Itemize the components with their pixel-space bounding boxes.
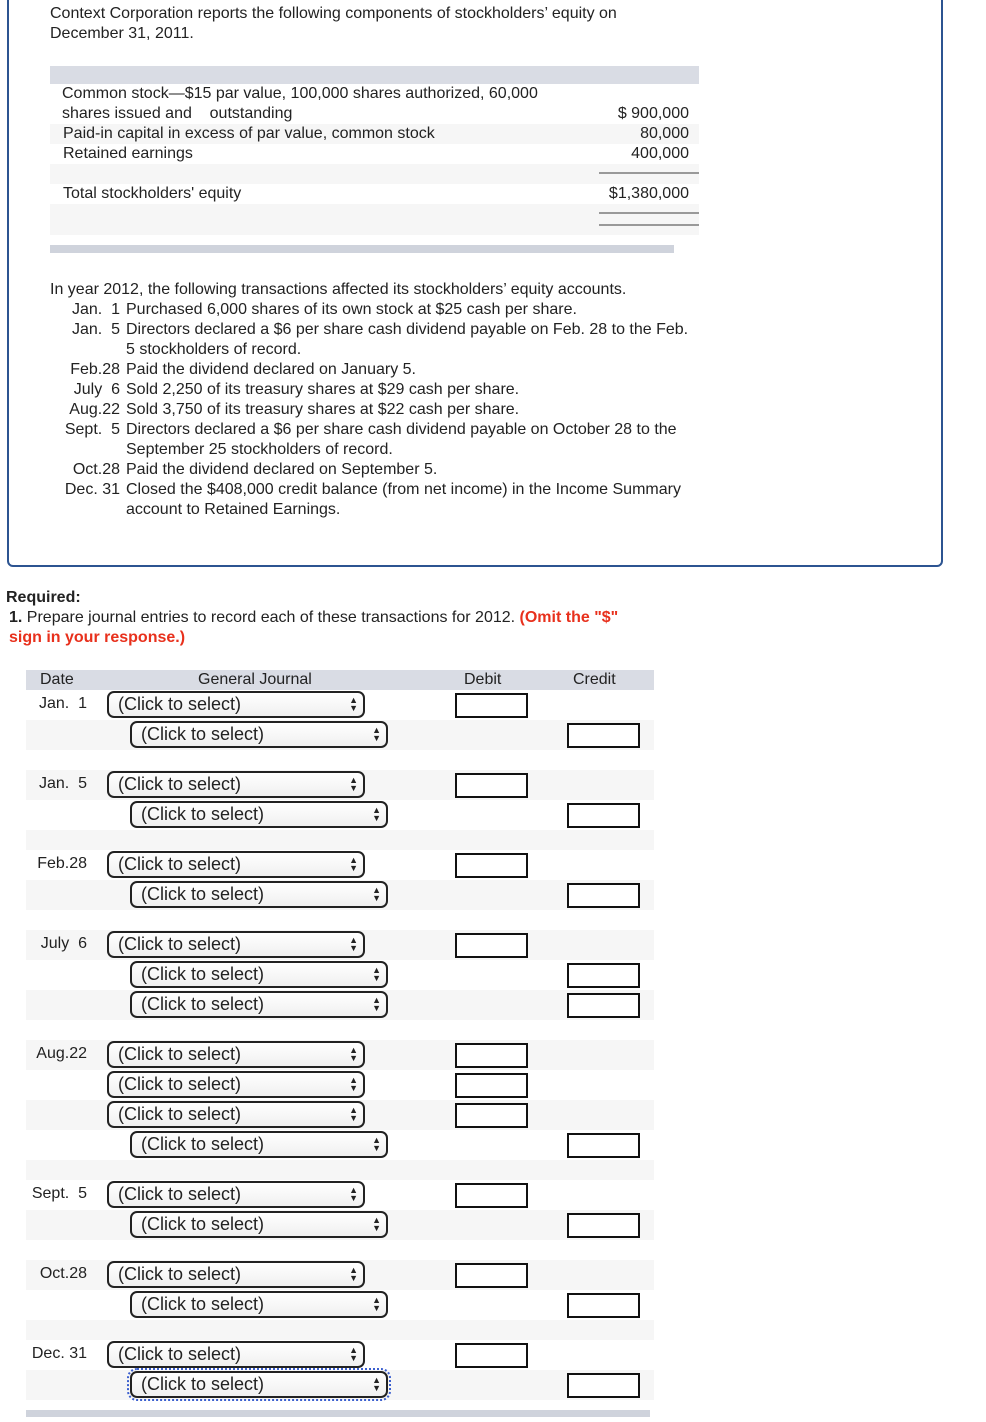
credit-input[interactable] [567, 803, 640, 828]
account-select[interactable] [107, 851, 365, 878]
common-stock-amount: $ 900,000 [617, 105, 689, 122]
entry-spacer [26, 750, 654, 770]
total-label: Total stockholders' equity [63, 185, 242, 202]
retained-amount: 400,000 [631, 145, 689, 162]
credit-input[interactable] [567, 963, 640, 988]
header-credit: Credit [573, 671, 616, 688]
transaction-text: Directors declared a $6 per share cash dividend payable on Feb. 28 to the Feb. 5 stockholders of record. [126, 321, 689, 358]
select-arrows-icon: ▲ ▼ [372, 1375, 381, 1393]
debit-input[interactable] [455, 1103, 528, 1128]
required-text: Prepare journal entries to record each of these transactions for 2012. [26, 609, 516, 626]
account-select-value: (Click to select) [118, 694, 242, 714]
paid-in-amount: 80,000 [640, 125, 689, 142]
account-select[interactable] [107, 771, 365, 798]
transaction-date: Dec. 31 [64, 481, 120, 498]
select-arrows-icon: ▲ ▼ [349, 1075, 358, 1093]
required-section [6, 588, 629, 648]
transaction-date: Jan. 1 [71, 301, 120, 318]
credit-input[interactable] [567, 1293, 640, 1318]
journal-line [26, 1070, 654, 1100]
entry-spacer [26, 1020, 654, 1040]
account-select-value: (Click to select) [141, 1294, 265, 1314]
journal-line [26, 720, 654, 750]
entry-date: Jan. 5 [38, 775, 87, 792]
select-arrows-icon: ▲ ▼ [372, 1215, 381, 1233]
transactions-intro: In year 2012, the following transactions affected its stockholders’ equity accounts. [50, 281, 627, 298]
journal-line [26, 1130, 654, 1160]
transaction-text: Paid the dividend declared on September 5. [126, 461, 438, 478]
transaction-date: Aug.22 [69, 401, 120, 418]
account-select[interactable] [107, 1071, 365, 1098]
account-select[interactable] [107, 1181, 365, 1208]
transaction-date: July 6 [73, 381, 120, 398]
journal-line [26, 1290, 654, 1320]
select-arrows-icon: ▲ ▼ [372, 1295, 381, 1313]
account-select-value: (Click to select) [118, 1184, 242, 1204]
transaction-text: Directors declared a $6 per share cash dividend payable on October 28 to the September 25 stockholders of record. [126, 421, 677, 458]
common-stock-label: Common stock—$15 par value, 100,000 shares authorized, 60,000 [62, 85, 538, 102]
journal-line [26, 1180, 654, 1210]
journal-header [26, 670, 654, 690]
journal-line [26, 770, 654, 800]
select-arrows-icon: ▲ ▼ [349, 695, 358, 713]
account-select[interactable] [107, 1041, 365, 1068]
account-select-value: (Click to select) [141, 994, 265, 1014]
select-arrows-icon: ▲ ▼ [349, 1045, 358, 1063]
debit-input[interactable] [455, 1043, 528, 1068]
account-select[interactable] [130, 1131, 388, 1158]
transaction-date: Feb.28 [70, 361, 120, 378]
select-arrows-icon: ▲ ▼ [349, 1105, 358, 1123]
entry-date: Aug.22 [36, 1045, 87, 1062]
credit-input[interactable] [567, 1213, 640, 1238]
account-select[interactable] [130, 881, 388, 908]
select-arrows-icon: ▲ ▼ [372, 725, 381, 743]
required-note: (Omit the "$" sign in your response.) [9, 609, 619, 646]
account-select-value: (Click to select) [118, 1264, 242, 1284]
transaction-row [50, 480, 690, 520]
select-arrows-icon: ▲ ▼ [349, 1345, 358, 1363]
entry-spacer [26, 910, 654, 930]
entry-date: Jan. 1 [38, 695, 87, 712]
credit-input[interactable] [567, 723, 640, 748]
account-select-value: (Click to select) [118, 1104, 242, 1124]
select-arrows-icon: ▲ ▼ [372, 1135, 381, 1153]
journal-line [26, 1040, 654, 1070]
transaction-date: Oct.28 [72, 461, 120, 478]
journal-line [26, 1100, 654, 1130]
journal-line [26, 850, 654, 880]
journal-line [26, 930, 654, 960]
account-select[interactable] [130, 991, 388, 1018]
account-select-value: (Click to select) [118, 1344, 242, 1364]
account-select[interactable] [107, 1101, 365, 1128]
account-select-value: (Click to select) [141, 804, 265, 824]
header-debit: Debit [464, 671, 502, 688]
debit-input[interactable] [455, 1183, 528, 1208]
entry-date: Oct.28 [39, 1265, 87, 1282]
credit-input[interactable] [567, 1133, 640, 1158]
select-arrows-icon: ▲ ▼ [372, 995, 381, 1013]
transaction-row [50, 380, 690, 400]
entry-spacer [26, 1320, 654, 1340]
account-select[interactable] [130, 961, 388, 988]
journal-line [26, 990, 654, 1020]
credit-input[interactable] [567, 1373, 640, 1398]
account-select-value: (Click to select) [141, 1374, 265, 1394]
account-select-value: (Click to select) [141, 1134, 265, 1154]
account-select[interactable] [130, 1371, 388, 1398]
transaction-date: Jan. 5 [71, 321, 120, 338]
transaction-text: Sold 2,250 of its treasury shares at $29 cash per share. [126, 381, 520, 398]
journal-bottom-bar [26, 1410, 650, 1417]
paid-in-label: Paid-in capital in excess of par value, common stock [63, 125, 435, 142]
select-arrows-icon: ▲ ▼ [349, 775, 358, 793]
account-select[interactable] [107, 1261, 365, 1288]
account-select-value: (Click to select) [118, 854, 242, 874]
debit-input[interactable] [455, 1263, 528, 1288]
select-arrows-icon: ▲ ▼ [349, 1265, 358, 1283]
transaction-text: Sold 3,750 of its treasury shares at $22 cash per share. [126, 401, 520, 418]
header-general-journal: General Journal [198, 671, 312, 688]
equity-bottom-bar [50, 245, 674, 253]
journal-line [26, 1370, 654, 1400]
debit-input[interactable] [455, 693, 528, 718]
transaction-row [50, 300, 690, 320]
debit-input[interactable] [455, 853, 528, 878]
common-stock-label-2: shares issued and outstanding [62, 105, 293, 122]
transaction-text: Paid the dividend declared on January 5. [126, 361, 416, 378]
retained-label: Retained earnings [63, 145, 193, 162]
total-amount: $1,380,000 [608, 185, 689, 202]
entry-date: Dec. 31 [31, 1345, 87, 1362]
account-select[interactable] [107, 1341, 365, 1368]
journal-line [26, 1260, 654, 1290]
select-arrows-icon: ▲ ▼ [372, 805, 381, 823]
total-rule-2 [599, 224, 699, 226]
account-select[interactable] [107, 691, 365, 718]
transaction-text: Purchased 6,000 shares of its own stock at $25 cash per share. [126, 301, 577, 318]
entry-spacer [26, 1160, 654, 1180]
account-select-value: (Click to select) [118, 1044, 242, 1064]
subtotal-rule [599, 172, 699, 174]
transaction-row [50, 360, 690, 380]
account-select[interactable] [107, 931, 365, 958]
account-select-value: (Click to select) [141, 724, 265, 744]
header-date: Date [40, 671, 74, 688]
journal-line [26, 1210, 654, 1240]
account-select[interactable] [130, 1291, 388, 1318]
transaction-row [50, 320, 690, 360]
equity-table [50, 66, 699, 235]
entry-date: Sept. 5 [31, 1185, 87, 1202]
journal-line [26, 690, 654, 720]
transaction-row [50, 420, 690, 460]
transactions-list [50, 300, 690, 520]
select-arrows-icon: ▲ ▼ [349, 855, 358, 873]
select-arrows-icon: ▲ ▼ [372, 885, 381, 903]
credit-input[interactable] [567, 993, 640, 1018]
account-select-value: (Click to select) [118, 774, 242, 794]
account-select-value: (Click to select) [141, 964, 265, 984]
debit-input[interactable] [455, 773, 528, 798]
debit-input[interactable] [455, 1343, 528, 1368]
entry-date: July 6 [40, 935, 87, 952]
debit-input[interactable] [455, 933, 528, 958]
transactions [50, 280, 690, 520]
account-select-value: (Click to select) [118, 1074, 242, 1094]
journal-line [26, 800, 654, 830]
entry-spacer [26, 830, 654, 850]
intro-text: Context Corporation reports the following components of stockholders’ equity on December 31, 2011. [50, 5, 617, 42]
total-rule-1 [599, 212, 699, 214]
journal-line [26, 1340, 654, 1370]
equity-header-bar [50, 66, 699, 84]
account-select-value: (Click to select) [118, 934, 242, 954]
account-select[interactable] [130, 801, 388, 828]
select-arrows-icon: ▲ ▼ [349, 1185, 358, 1203]
select-arrows-icon: ▲ ▼ [349, 935, 358, 953]
account-select-value: (Click to select) [141, 884, 265, 904]
transaction-text: Closed the $408,000 credit balance (from net income) in the Income Summary account to Retained Earnings. [126, 481, 681, 518]
transaction-row [50, 400, 690, 420]
account-select-value: (Click to select) [141, 1214, 265, 1234]
entry-spacer [26, 1240, 654, 1260]
transaction-row [50, 460, 690, 480]
journal-line [26, 960, 654, 990]
journal-line [26, 880, 654, 910]
transaction-date: Sept. 5 [64, 421, 120, 438]
entry-date: Feb.28 [37, 855, 87, 872]
select-arrows-icon: ▲ ▼ [372, 965, 381, 983]
required-heading: Required: [6, 589, 81, 606]
debit-input[interactable] [455, 1073, 528, 1098]
credit-input[interactable] [567, 883, 640, 908]
required-number: 1. [9, 609, 23, 626]
account-select[interactable] [130, 1211, 388, 1238]
account-select[interactable] [130, 721, 388, 748]
